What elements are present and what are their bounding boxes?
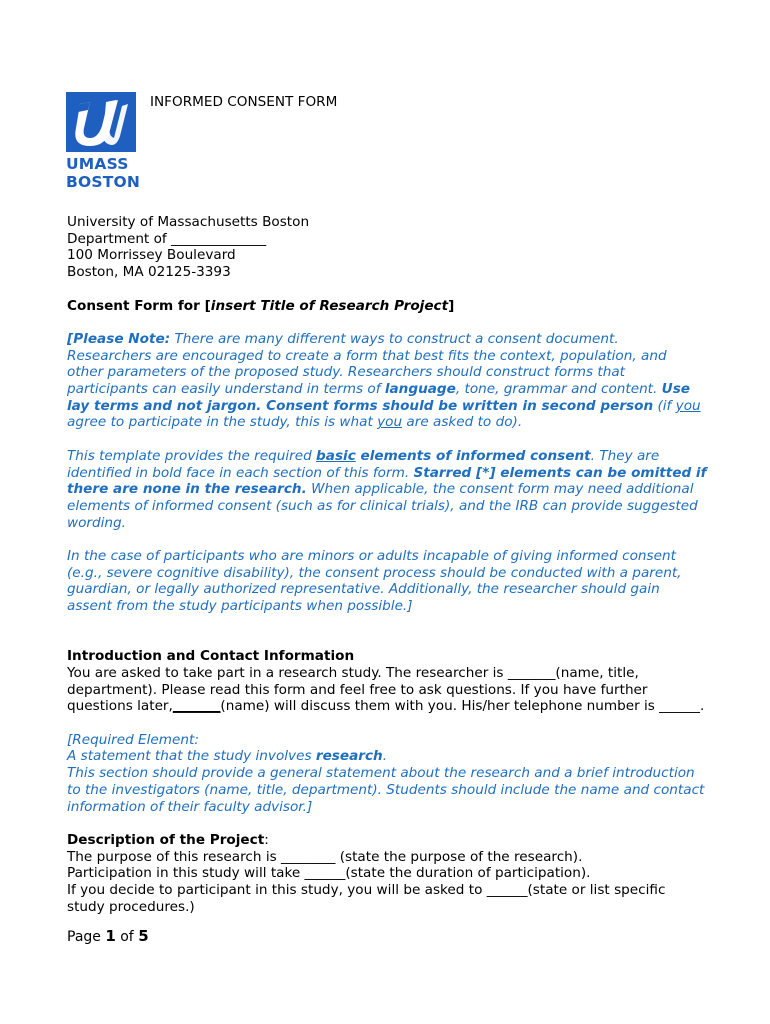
- note-paragraph-2: This template provides the required basic elements of informed consent. They are identified in bold face in each section of this form. Starred [*] elements can be omitted if there are none in the research. When applicable, the consent form may need additional elements of informed consent (such as for clinical trials), and the IRB can provide suggested wording.: [67, 447, 707, 531]
- intro-heading: Introduction and Contact Information: [67, 648, 355, 665]
- logo-line-umass: UMASS: [66, 155, 129, 173]
- address-line: Boston, MA 02125-3393: [67, 264, 231, 281]
- description-line: If you decide to participant in this study, you will be asked to ______(state or list specific study procedures.): [67, 882, 666, 915]
- logo-line-boston: BOSTON: [66, 173, 141, 191]
- description-heading: Description of the Project:: [67, 831, 269, 848]
- intro-paragraph: You are asked to take part in a research study. The researcher is _______(name, title, department). Please read this form and feel free to ask questions. If you have further questions later,_______(name) will discuss them with you. His/her telephone number is ______.: [67, 664, 705, 715]
- form-title: INFORMED CONSENT FORM: [150, 94, 338, 110]
- description-line: The purpose of this research is ________ (state the purpose of the research).: [67, 848, 583, 865]
- document-body: [67, 214, 707, 915]
- address-line: 100 Morrissey Boulevard: [67, 247, 236, 264]
- page-number: Page 1 of 5: [67, 927, 149, 945]
- note-paragraph-1: [Please Note: There are many different ways to construct a consent document. Researchers are encouraged to create a form that best fits the context, population, and other parameters of the proposed study. Researchers should construct forms that participants can easily understand in terms of language, tone, grammar and content. Use lay terms and not jargon. Consent forms should be written in second person (if you agree to participate in the study, this is what you are asked to do).: [67, 330, 701, 431]
- address-line: Department of ______________: [67, 230, 267, 247]
- description-line: Participation in this study will take ______(state the duration of participation).: [67, 865, 591, 882]
- address-line: University of Massachusetts Boston: [67, 214, 310, 230]
- required-element-line: [Required Element:: [67, 731, 199, 748]
- umass-boston-logo: [66, 92, 140, 192]
- required-element-statement: A statement that the study involves research.: [67, 748, 388, 765]
- required-element-description: This section should provide a general statement about the research and a brief introduction to the investigators (name, title, department). Students should include the name and contact information of their faculty advisor.]: [67, 765, 705, 815]
- consent-form-title: Consent Form for [insert Title of Research Project]: [67, 297, 455, 314]
- umass-u-mark-icon: [66, 92, 136, 152]
- note-paragraph-3: In the case of participants who are minors or adults incapable of giving informed consent (e.g., severe cognitive disability), the consent process should be conducted with a parent, guardian, or legally authorized representative. Additionally, the researcher should gain assent from the study participants when possible.]: [67, 548, 682, 615]
